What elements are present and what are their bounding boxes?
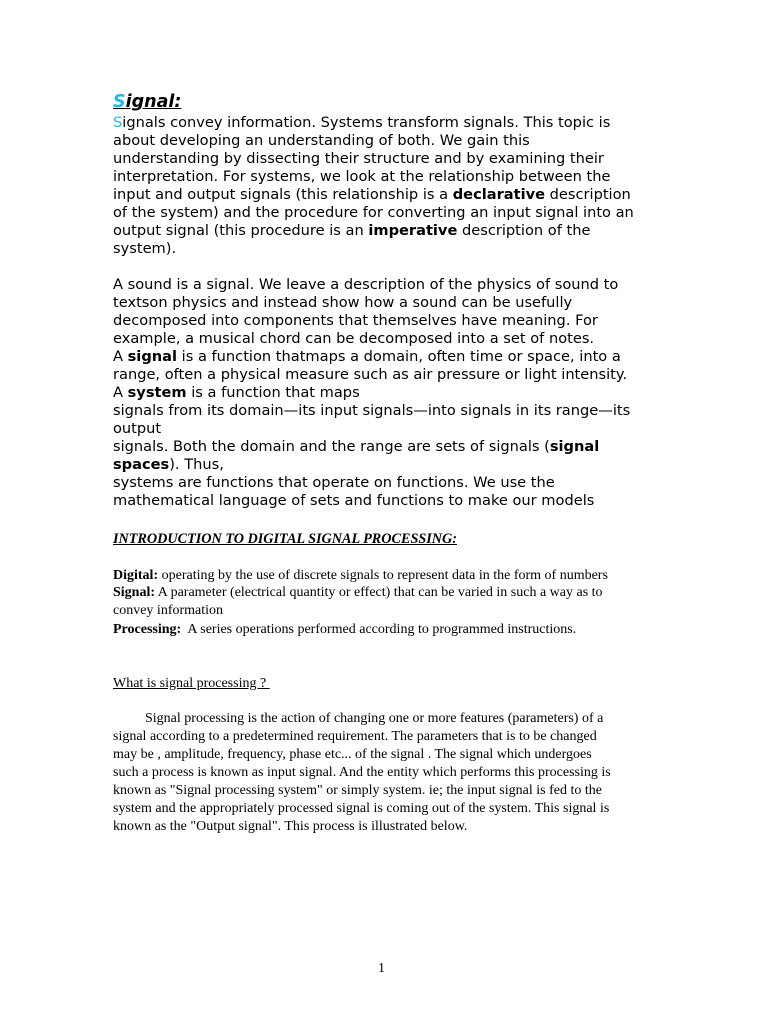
intro-line [113, 114, 610, 132]
intro-line: about developing an understanding of both. We gain this [113, 132, 530, 149]
sound-text: signals. Both the domain and the range are sets of signals ( [113, 438, 550, 455]
bold-term: declarative [452, 186, 545, 203]
subsection-heading: What is signal processing ? [113, 676, 270, 691]
definition-signal-cont: convey information [113, 603, 224, 618]
sound-line: signals from its domain—its input signals—into signals in its range—its [113, 402, 631, 419]
definition-text: A series operations performed according to programmed instructions. [181, 622, 577, 637]
definition-text: operating by the use of discrete signals to represent data in the form of numbers [158, 568, 608, 583]
paragraph-line: such a process is known as input signal. And the entity which performs this processing is [113, 765, 611, 780]
intro-line: understanding by dissecting their structure and by examining their [113, 150, 604, 167]
sound-line [113, 384, 360, 402]
paragraph-line: known as the "Output signal". This process is illustrated below. [113, 819, 468, 834]
intro-drop-letter: S [113, 114, 123, 131]
definition-term: Processing: [113, 622, 182, 637]
intro-line: interpretation. For systems, we look at the relationship between the [113, 168, 611, 185]
intro-line [113, 222, 590, 240]
sound-line: example, a musical chord can be decomposed into a set of notes. [113, 330, 595, 347]
sound-line [113, 456, 224, 474]
intro-line [113, 186, 631, 204]
intro-text: input and output signals (this relationship is a [113, 186, 453, 203]
sound-line [113, 348, 621, 366]
paragraph-line: may be , amplitude, frequency, phase etc... of the signal . The signal which undergoes [113, 747, 592, 762]
definition-term: Signal: [113, 585, 156, 600]
bold-term: spaces [113, 456, 170, 473]
title-drop-letter: S [113, 92, 126, 112]
sound-line: A sound is a signal. We leave a description of the physics of sound to [113, 276, 619, 293]
bold-term: imperative [368, 222, 458, 239]
sound-line: mathematical language of sets and functions to make our models [113, 492, 595, 509]
definition-text: A parameter (electrical quantity or effect) that can be varied in such a way as to [155, 585, 603, 600]
sound-line: output [113, 420, 162, 437]
intro-line: system). [113, 240, 177, 257]
sound-text: is a function thatmaps a domain, often time or space, into a [177, 348, 621, 365]
sound-text: is a function that maps [186, 384, 360, 401]
sound-text: ). Thus, [169, 456, 224, 473]
intro-text: description [545, 186, 631, 203]
bold-term: system [127, 384, 187, 401]
section-heading: INTRODUCTION TO DIGITAL SIGNAL PROCESSING: [113, 531, 457, 547]
intro-line: of the system) and the procedure for converting an input signal into an [113, 204, 634, 221]
sound-line: textson physics and instead show how a sound can be usefully [113, 294, 573, 311]
definition-digital [113, 567, 608, 585]
paragraph-line: known as "Signal processing system" or simply system. ie; the input signal is fed to the [113, 783, 602, 798]
definition-term: Digital: [113, 568, 159, 583]
intro-text: description of the [457, 222, 591, 239]
sound-text: A [113, 348, 128, 365]
intro-text: output signal (this procedure is an [113, 222, 369, 239]
paragraph-line: signal according to a predetermined requirement. The parameters that is to be changed [113, 729, 597, 744]
title-rest: ignal: [125, 92, 182, 112]
sound-line: range, often a physical measure such as air pressure or light intensity. [113, 366, 628, 383]
sound-text: A [113, 384, 128, 401]
paragraph-line: Signal processing is the action of changing one or more features (parameters) of a [145, 711, 604, 726]
page-number: 1 [378, 961, 385, 976]
sound-line: systems are functions that operate on functions. We use the [113, 474, 555, 491]
bold-term: signal [549, 438, 600, 455]
sound-line: decomposed into components that themselves have meaning. For [113, 312, 598, 329]
intro-text: ignals convey information. Systems transform signals. This topic is [122, 114, 611, 131]
definition-processing [113, 621, 576, 639]
definition-signal [113, 584, 603, 602]
sound-line [113, 438, 599, 456]
bold-term: signal [127, 348, 178, 365]
page-title [113, 92, 181, 112]
paragraph-line: system and the appropriately processed signal is coming out of the system. This signal is [113, 801, 610, 816]
